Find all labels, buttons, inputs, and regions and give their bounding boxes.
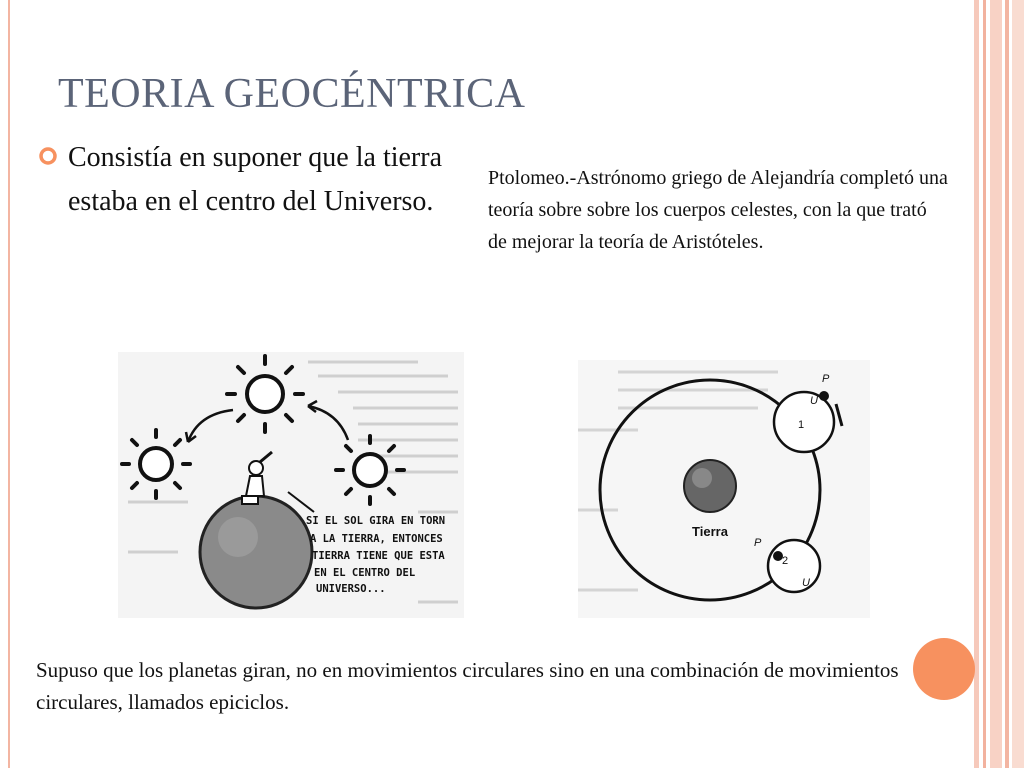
- bullet-text: Consistía en suponer que la tierra estaba en el centro del Universo.: [68, 142, 443, 217]
- label-u-top: U: [810, 395, 818, 407]
- bar-4: [1005, 0, 1009, 768]
- epicycle-bottom: [768, 540, 820, 592]
- right-decorative-bars: [974, 0, 1024, 768]
- earth-label: Tierra: [692, 524, 728, 539]
- earth-globe: [200, 496, 312, 608]
- epicycle-diagram: [578, 360, 870, 618]
- slide-title: TEORIA GEOCÉNTRICA: [58, 71, 526, 117]
- caption-line-3: TIERRA TIENE QUE ESTA: [312, 550, 445, 562]
- label-1: 1: [798, 419, 805, 431]
- bar-5: [1012, 0, 1024, 768]
- geocentric-cartoon-illustration: [118, 352, 464, 618]
- caption-line-2: A LA TIERRA, ENTONCES: [310, 533, 443, 545]
- decorative-orange-circle: [913, 638, 975, 700]
- ptolemy-description: Ptolomeo.-Astrónomo griego de Alejandría completó una teoría sobre sobre los cuerpos celestes, con la que trató de mejorar la teoría de Aristóteles.: [488, 167, 948, 253]
- bullet-ring-icon: [38, 146, 58, 166]
- left-border-rule: [8, 0, 10, 768]
- caption-line-1: SI EL SOL GIRA EN TORN: [306, 515, 446, 527]
- earth-center: [684, 460, 736, 512]
- label-u-bottom: U: [802, 577, 810, 589]
- label-p-top: P: [822, 373, 830, 385]
- bar-2: [983, 0, 986, 768]
- planet-top: [819, 391, 829, 401]
- epicycles-footer-text: Supuso que los planetas giran, no en movimientos circulares sino en una combinación de movimientos circulares, llamados epiciclos.: [36, 658, 899, 714]
- bar-3: [990, 0, 1002, 768]
- earth-shading: [218, 517, 258, 557]
- label-p-bottom: P: [754, 537, 762, 549]
- label-2: 2: [782, 555, 789, 567]
- caption-line-4: EN EL CENTRO DEL: [314, 567, 416, 579]
- earth-center-shading: [692, 468, 712, 488]
- bar-1: [974, 0, 979, 768]
- caption-line-5: UNIVERSO...: [316, 583, 386, 595]
